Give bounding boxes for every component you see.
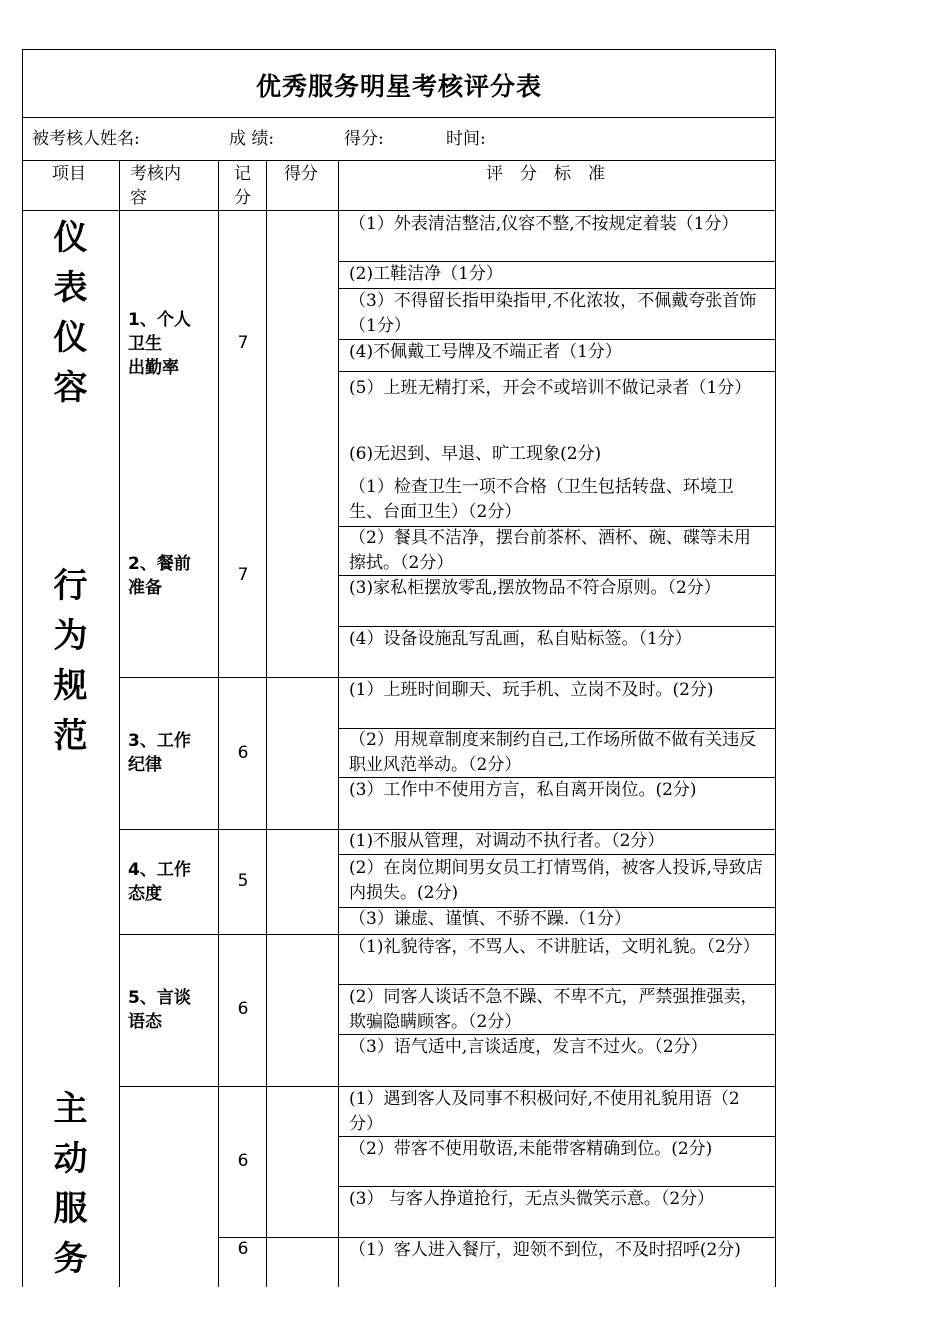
category-conduct [22,561,119,761]
criterion-text: (2）在岗位期间男女员工打情骂俏，被客人投诉,导致店内损失。(2分) [349,858,763,903]
criterion-text: (3）工作中不使用方言，私自离开岗位。(2分) [349,780,697,800]
category-char: 行 [53,566,88,606]
section-label-line: 纪律 [128,755,162,775]
criterion-text: （3）语气适中,言谈适度，发言不过火。（2分） [349,1037,708,1057]
grade-label: 成 绩: [229,129,275,149]
criterion-text: (2)工鞋洁净（1分） [349,264,503,284]
section-label-line: 3、工作 [128,731,191,751]
criterion-text: (1）上班时间聊天、玩手机、立岗不及时。(2分) [349,680,714,700]
header-criteria: 评 分 标 准 [486,164,605,184]
section-points: 6 [237,743,249,763]
criteria-divider [338,854,776,855]
section-label-line: 4、工作 [128,860,191,880]
category-char: 仪 [53,318,88,358]
table-border-right [775,49,776,1287]
evaluation-form [22,49,776,1287]
criterion-text: (3)家私柜摆放零乱,摆放物品不符合原则。（2分） [349,578,721,598]
column-separator [218,160,219,1287]
header-content-line1: 考核内 [130,164,181,184]
section-points: 7 [237,333,249,353]
category-char: 仪 [53,218,88,258]
category-char: 范 [53,716,88,756]
category-char: 规 [53,666,88,706]
category-char: 动 [53,1139,88,1179]
section-label-line: 2、餐前 [128,554,191,574]
category-char: 主 [53,1089,88,1129]
divider [22,117,776,118]
criterion-text: （1）检查卫生一项不合格（卫生包括转盘、环境卫生、台面卫生）（2分） [349,477,734,522]
category-char: 表 [53,268,88,308]
header-score: 得分 [284,164,318,184]
section-label-line: 语态 [128,1012,162,1032]
criterion-text: (4）设备设施乱写乱画，私自贴标签。（1分） [349,629,692,649]
criterion-text: （2）用规章制度来制约自己,工作场所做不做有关违反职业风范举动。（2分） [349,730,757,775]
header-points-line2: 分 [234,188,251,208]
section-label-line: 准备 [128,578,162,598]
criterion-text: （1)礼貌待客，不骂人、不讲脏话，文明礼貌。（2分） [349,937,760,957]
divider [22,160,776,161]
category-char: 为 [53,616,88,656]
column-separator [266,160,267,1287]
section-points: 6 [237,1151,249,1171]
criterion-text: （3）谦虚、谨慎、不骄不躁.（1分） [349,909,632,929]
column-separator [338,160,339,1287]
divider [22,210,776,211]
category-appearance [22,213,119,413]
table-border-top [22,49,776,50]
criterion-text: （2）餐具不洁净，摆台前茶杯、酒杯、碗、碟等未用擦拭。（2分） [349,528,751,573]
section-speech [128,986,218,1034]
criterion-text: (1)不服从管理，对调动不执行者。（2分） [349,831,665,851]
section-label-line: 出勤率 [128,358,179,378]
section-points: 7 [237,565,249,585]
criterion-text: （1）客人进入餐厅，迎领不到位，不及时招呼(2分) [349,1240,741,1260]
header-item: 项目 [52,164,86,184]
criterion-text: (3） 与客人挣道抢行，无点头微笑示意。（2分） [349,1189,715,1209]
header-content-line2: 容 [130,188,147,208]
section-attitude [128,858,218,906]
category-char: 务 [53,1239,88,1279]
section-points: 6 [237,1239,249,1259]
category-char: 服 [53,1189,88,1229]
section-preparation [128,552,218,600]
criterion-text: (1）遇到客人及同事不积极问好,不使用礼貌用语（2分） [349,1089,740,1134]
form-title: 优秀服务明星考核评分表 [255,72,542,101]
criterion-text: （1）外表清洁整洁,仪容不整,不按规定着装（1分） [349,214,739,234]
section-hygiene [128,308,218,380]
column-separator [119,160,120,1287]
name-label: 被考核人姓名: [32,129,140,149]
criterion-text: (6)无迟到、早退、旷工现象(2分) [349,444,602,464]
section-label-line: 态度 [128,884,162,904]
criterion-text: （2）带客不使用敬语,未能带客精确到位。(2分) [349,1139,713,1159]
section-points: 6 [237,999,249,1019]
category-char: 容 [53,368,88,408]
criterion-text: (5）上班无精打采，开会不或培训不做记录者（1分） [349,378,752,398]
criterion-text: (4)不佩戴工号牌及不端正者（1分） [349,342,622,362]
criterion-text: （3）不得留长指甲染指甲,不化浓妆，不佩戴夸张首饰（1分） [349,291,757,336]
section-discipline [128,729,218,777]
time-label: 时间: [446,129,486,149]
category-service [22,1084,119,1284]
section-label-line: 1、个人 [128,310,191,330]
criterion-text: (2）同客人谈话不急不躁、不卑不亢，严禁强推强卖，欺骗隐瞒顾客。（2分） [349,987,758,1032]
score-label: 得分: [344,129,384,149]
section-points: 5 [237,871,249,891]
header-points-line1: 记 [234,164,251,184]
section-label-line: 5、言谈 [128,988,191,1008]
section-label-line: 卫生 [128,334,162,354]
criteria-divider [338,371,776,372]
